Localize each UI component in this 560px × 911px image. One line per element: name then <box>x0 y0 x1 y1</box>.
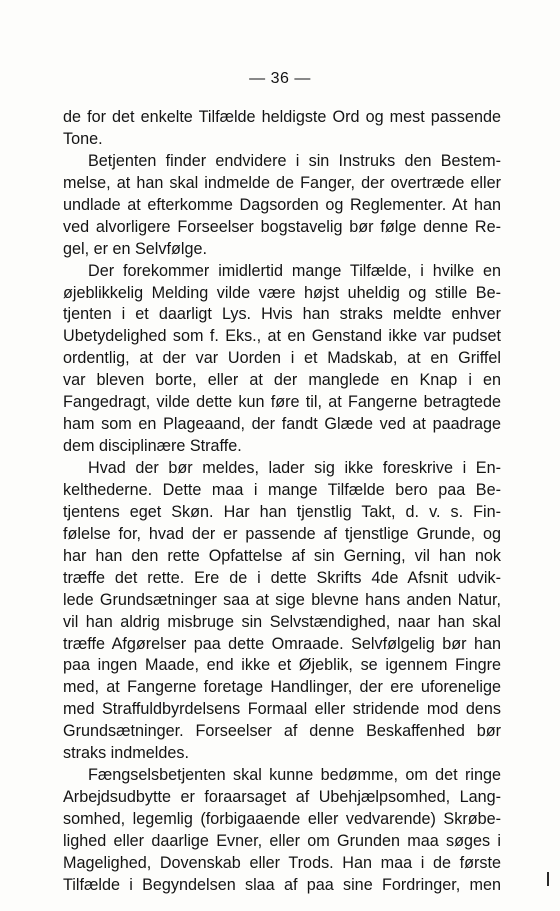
text-line: Hvad der bør meldes, lader sig ikke foreskrive i En- <box>88 459 501 477</box>
text-line: dem disciplinære Straffe. <box>63 437 242 456</box>
page-number: — 36 — <box>249 70 311 87</box>
text-line: ordentlig, at der var Uorden i et Madskab, at en Griffel <box>63 349 501 368</box>
text-line: undlade at efterkomme Dagsorden og Reglementer. At han <box>63 195 501 214</box>
text-line: kelthederne. Dette maa i mange Tilfælde bero paa Be- <box>63 480 501 499</box>
text-line: lighed eller daarlige Evner, eller om Grunden maa søges i <box>63 831 501 850</box>
text-line: Fangedragt, vilde dette kun føre til, at Fangerne betragtede <box>63 393 501 412</box>
text-line: somhed, legemlig (forbigaaende eller vedvarende) Skrøbe- <box>63 810 501 828</box>
text-line: ved alvorligere Forseelser bogstavelig bør følge denne Re- <box>63 217 501 236</box>
text-line: tjentens eget Skøn. Har han tjenstlig Takt, d. v. s. Fin- <box>63 502 501 521</box>
text-line: Grundsætninger. Forseelser af denne Beskaffenhed bør <box>63 722 501 741</box>
text-line: Arbejdsudbytte er foraarsaget af Ubehjælpsomhed, Lang- <box>63 788 501 807</box>
text-line: ham som en Plageaand, der fandt Glæde ved at paadrage <box>63 415 501 434</box>
text-line: Magelighed, Dovenskab eller Trods. Han maa i de første <box>63 853 501 872</box>
text-line: tjenten i et daarligt Lys. Hvis han straks meldte enhver <box>63 305 501 324</box>
text-line: paa ingen Maade, end ikke et Øjeblik, se igennem Fingre <box>63 656 501 675</box>
text-line: har han den rette Opfattelse af sin Gerning, vil han nok <box>63 546 501 565</box>
text-line: med, at Fangerne foretage Handlinger, der ere uforenelige <box>63 678 501 697</box>
text-line: Tilfælde i Begyndelsen slaa af paa sine Fordringer, men <box>63 875 501 894</box>
text-line: Betjenten finder endvidere i sin Instruks den Bestem- <box>88 151 501 170</box>
text-line: Fængselsbetjenten skal kunne bedømme, om det ringe <box>88 766 501 785</box>
text-line: lede Grundsætninger saa at sige blevne hans anden Natur, <box>63 590 501 609</box>
text-line: vil han aldrig misbruge sin Selvstændighed, naar han skal <box>63 612 501 631</box>
text-line: straks indmeldes. <box>63 744 189 763</box>
text-line: Tone. <box>63 129 103 148</box>
text-line: træffe Afgørelser paa dette Omraade. Selvfølgelig bør han <box>63 634 501 653</box>
text-line: Der forekommer imidlertid mange Tilfælde, i hvilke en <box>88 261 501 280</box>
text-line: Ubetydelighed som f. Eks., at en Genstand ikke var pudset <box>63 327 501 346</box>
text-line: gel, er en Selvfølge. <box>63 239 207 258</box>
text-line: med Straffuldbyrdelsens Formaal eller stridende mod dens <box>63 700 501 719</box>
body-text <box>63 107 501 897</box>
text-line: de for det enkelte Tilfælde heldigste Ord og mest passende <box>63 108 501 126</box>
text-line: træffe det rette. Ere de i dette Skrifts 4de Afsnit udvik- <box>63 568 501 587</box>
text-line: følelse for, hvad der er passende af tjenstlige Grunde, og <box>63 524 501 543</box>
text-line: var bleven borte, eller at der manglede en Knap i en <box>63 371 501 390</box>
text-line: øjeblikkelig Melding vilde være højst uheldig og stille Be- <box>63 283 501 302</box>
page-edge-mark <box>547 872 549 886</box>
text-line: melse, at han skal indmelde de Fanger, der overtræde eller <box>63 173 501 192</box>
